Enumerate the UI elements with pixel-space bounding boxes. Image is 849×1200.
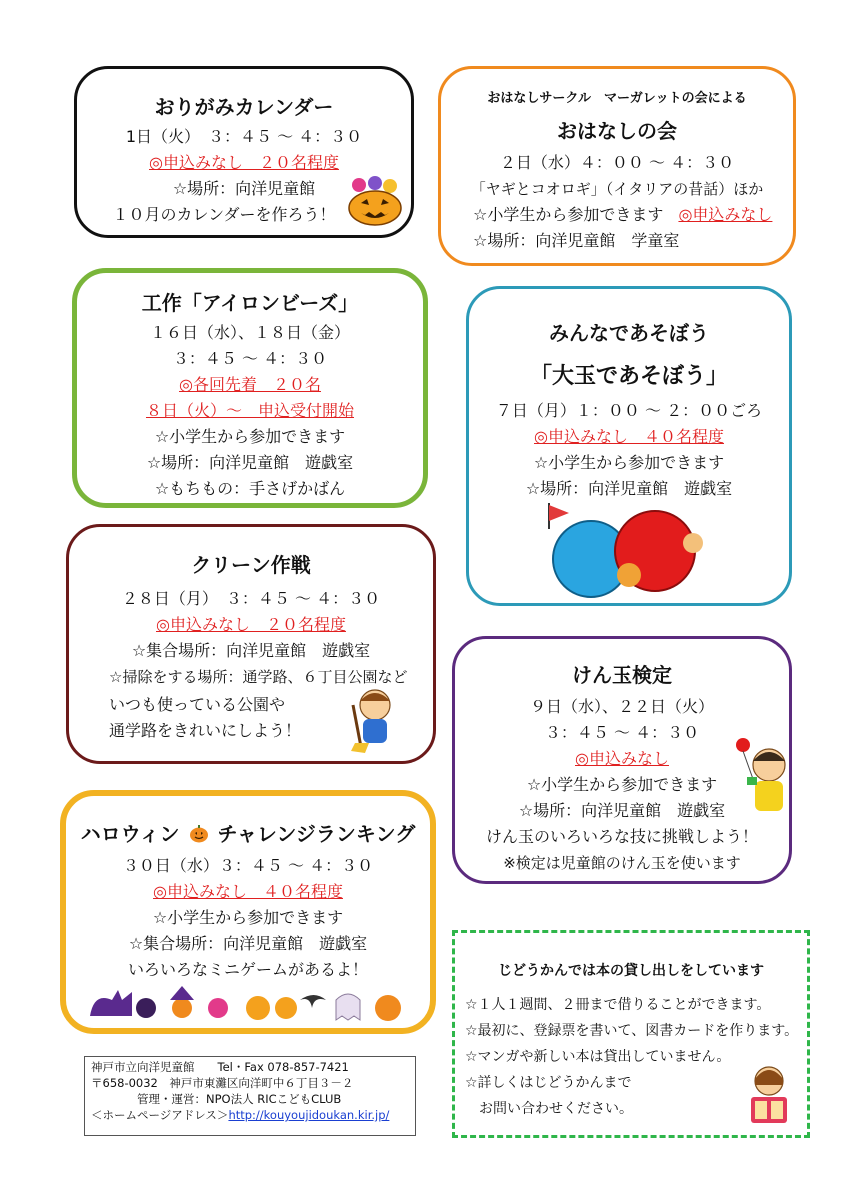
halloween-characters-icon <box>88 986 408 1022</box>
kousaku-place: ☆場所：向洋児童館 遊戯室 <box>146 453 354 472</box>
footer-url-label: ＜ホームページアドレス＞ <box>91 1108 229 1122</box>
clean-area: ☆掃除をする場所：通学路、６丁目公園など <box>109 668 408 686</box>
library-item: ☆１人１週間、２冊まで借りることができます。 <box>465 997 771 1013</box>
origami-note: １０月のカレンダーを作ろう！ <box>112 205 336 224</box>
library-card <box>452 930 810 1138</box>
clean-date: ２８日（月） ３：４５ ～ ４：３０ <box>121 589 381 608</box>
kendama-challenge: けん玉のいろいろな技に挑戦しよう！ <box>485 827 758 846</box>
ohanashi-title: おはなしの会 <box>557 119 677 143</box>
footer-info <box>84 1056 416 1136</box>
ohanashi-subtitle: おはなしサークル マーガレットの会による <box>487 91 747 106</box>
halloween-eligibility: ☆小学生から参加できます <box>152 908 344 927</box>
kousaku-dates: １６日（水）、１８日（金） <box>149 323 350 342</box>
ohanashi-place: ☆場所：向洋児童館 学童室 <box>473 231 680 250</box>
halloween-date: ３０日（水）３：４５ ～ ４：３０ <box>122 856 374 875</box>
clean-apply: ◎申込みなし ２０名程度 <box>156 615 346 634</box>
library-item: ☆最初に、登録票を書いて、図書カードを作ります。 <box>465 1023 799 1039</box>
origami-place: ☆場所：向洋児童館 <box>172 179 316 198</box>
asobo-title2: 「大玉であそぼう」 <box>529 364 728 389</box>
library-item: ☆詳しくはじどうかんまで <box>465 1075 632 1091</box>
footer-line3: 管理・運営：NPO法人 RICこどもCLUB <box>137 1092 342 1106</box>
kousaku-items: ☆もちもの：手さげかばん <box>154 479 346 498</box>
reading-girl-icon <box>737 1063 801 1129</box>
halloween-title-row <box>66 824 430 844</box>
pumpkin-basket-icon <box>345 175 405 227</box>
kousaku-capacity: ◎各回先着 ２０名 <box>179 375 321 394</box>
asobo-place: ☆場所：向洋児童館 遊戯室 <box>525 479 733 498</box>
origami-card <box>74 66 414 238</box>
halloween-note: いろいろなミニゲームがあるよ！ <box>127 960 368 979</box>
big-balls-icon <box>535 503 725 599</box>
ohanashi-eligibility-row <box>473 205 793 225</box>
asobo-card <box>466 286 792 606</box>
library-item: ☆マンガや新しい本は貸出していません。 <box>465 1049 731 1065</box>
pumpkin-icon <box>189 825 209 843</box>
clean-title: クリーン作戦 <box>191 553 311 577</box>
origami-date: 1日（火） ３：４５ ～ ４：３０ <box>125 127 363 146</box>
kendama-place: ☆場所：向洋児童館 遊戯室 <box>518 801 726 820</box>
asobo-apply: ◎申込みなし ４０名程度 <box>534 427 724 446</box>
origami-apply: ◎申込みなし ２０名程度 <box>149 153 339 172</box>
clean-card <box>66 524 436 764</box>
origami-title: おりがみカレンダー <box>154 95 334 119</box>
kousaku-apply: ８日（火）～ 申込受付開始 <box>145 401 354 420</box>
library-title: じどうかんでは本の貸し出しをしています <box>498 963 764 979</box>
kendama-child-icon <box>731 737 793 817</box>
kousaku-card <box>72 268 428 508</box>
ohanashi-card <box>438 66 796 266</box>
footer-line2: 〒658-0032 神戸市東灘区向洋町中６丁目３－２ <box>91 1076 354 1090</box>
kendama-eligibility: ☆小学生から参加できます <box>526 775 718 794</box>
footer-url-row <box>91 1107 409 1123</box>
halloween-meeting: ☆集合場所：向洋児童館 遊戯室 <box>128 934 368 953</box>
sweeping-child-icon <box>335 685 415 755</box>
homepage-link[interactable]: http://kouyoujidoukan.kir.jp/ <box>228 1108 390 1122</box>
asobo-title1: みんなであそぼう <box>549 321 709 345</box>
halloween-apply: ◎申込みなし ４０名程度 <box>153 882 343 901</box>
halloween-title-a: ハロウィン <box>80 822 180 846</box>
kendama-note: ※検定は児童館のけん玉を使います <box>503 854 741 872</box>
clean-meeting: ☆集合場所：向洋児童館 遊戯室 <box>131 641 371 660</box>
clean-note2: 通学路をきれいにしよう！ <box>109 721 302 740</box>
ohanashi-date: ２日（水）４：００ ～ ４：３０ <box>499 153 735 172</box>
kendama-card <box>452 636 792 884</box>
clean-note1: いつも使っている公園や <box>109 695 286 714</box>
footer-line1: 神戸市立向洋児童館 Tel・Fax 078-857-7421 <box>91 1060 349 1074</box>
halloween-card <box>60 790 436 1034</box>
kendama-title: けん玉検定 <box>572 663 672 687</box>
library-item: お問い合わせください。 <box>465 1101 633 1117</box>
ohanashi-story: 「ヤギとコオロギ」（イタリアの昔話）ほか <box>470 180 764 198</box>
asobo-eligibility: ☆小学生から参加できます <box>533 453 725 472</box>
ohanashi-apply: ◎申込みなし <box>678 205 773 224</box>
halloween-title-b: チャレンジランキング <box>217 822 416 846</box>
kendama-dates: ９日（水）、２２日（火） <box>529 697 714 716</box>
kendama-time: ３：４５ ～ ４：３０ <box>544 723 700 742</box>
ohanashi-eligibility: ☆小学生から参加できます <box>473 205 664 224</box>
asobo-date: ７日（月）１：００ ～ ２：００ごろ <box>495 401 763 420</box>
kousaku-title: 工作「アイロンビーズ」 <box>141 291 359 315</box>
kousaku-time: ３：４５ ～ ４：３０ <box>172 349 328 368</box>
kendama-apply: ◎申込みなし <box>575 749 669 768</box>
kousaku-eligibility: ☆小学生から参加できます <box>154 427 346 446</box>
